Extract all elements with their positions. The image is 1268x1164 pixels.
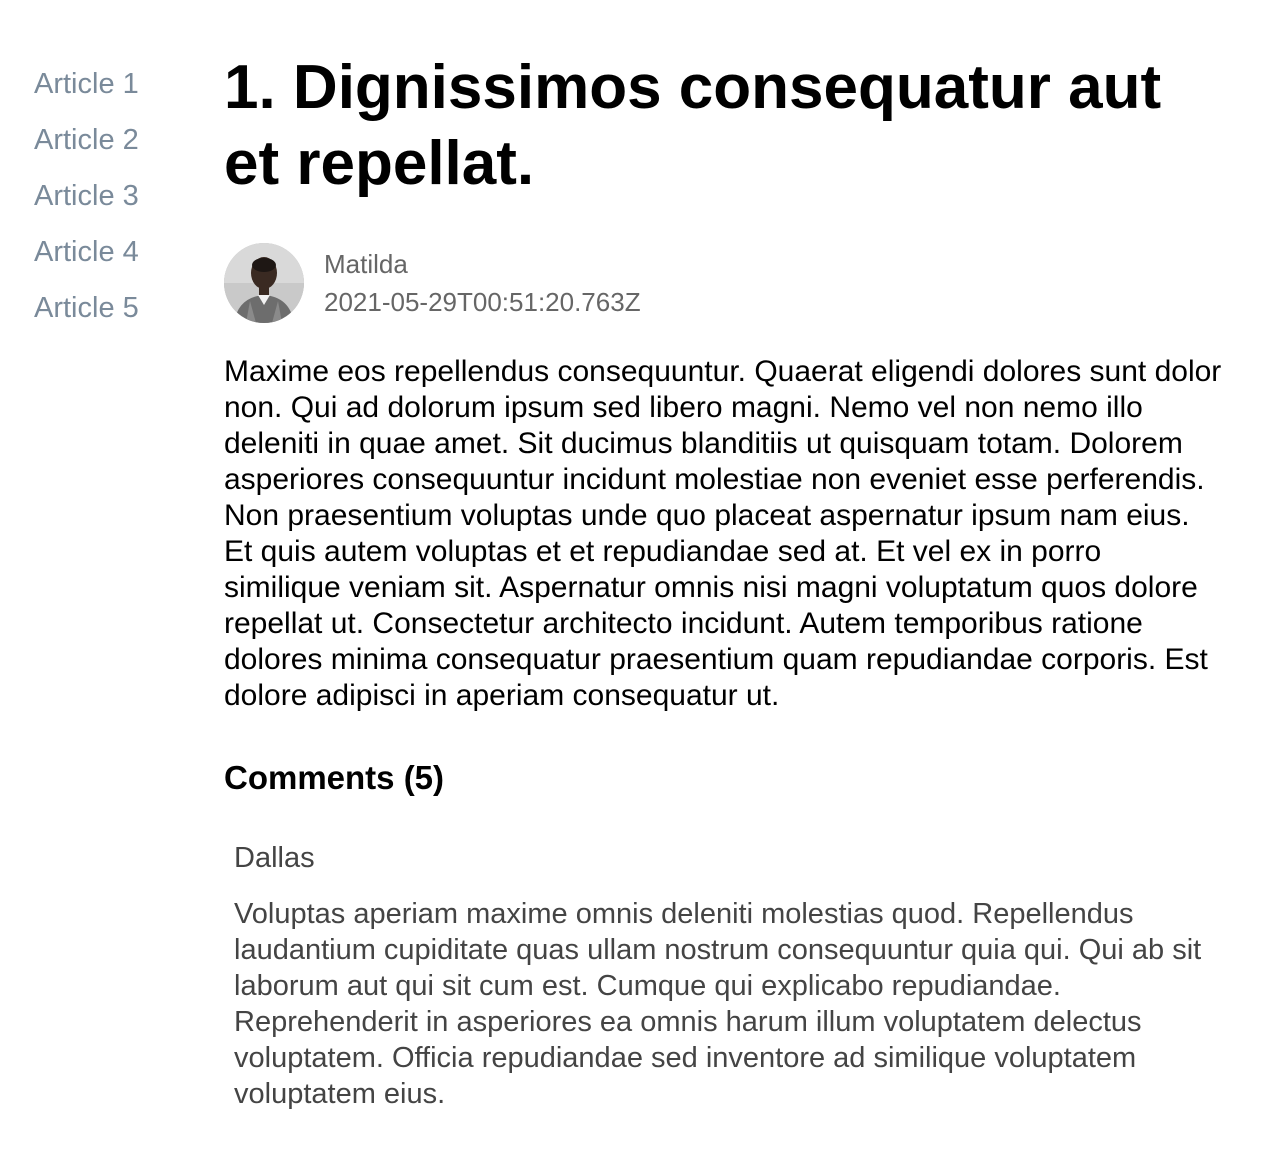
sidebar-item-article-2[interactable]: Article 2 <box>34 124 139 156</box>
sidebar-item-article-1[interactable]: Article 1 <box>34 68 139 100</box>
comment-author: Dallas <box>234 842 315 874</box>
article-body: Maxime eos repellendus consequuntur. Quaerat eligendi dolores sunt dolor non. Qui ad dolorum ipsum sed libero magni. Nemo vel non nemo illo deleniti in quae amet. Sit ducimus blanditiis ut quisquam totam. Dolorem asperiores consequuntur incidunt molestiae non eveniet esse perferendis. Non praesentium voluptas unde quo placeat aspernatur ipsum nam eius. Et quis autem voluptas et et repudiandae sed at. Et vel ex in porro similique veniam sit. Aspernatur omnis nisi magni voluptatum quos dolore repellat ut. Consectetur architecto incidunt. Autem temporibus ratione dolores minima consequatur praesentium quam repudiandae corporis. Est dolore adipisci in aperiam consequatur ut. <box>224 355 1222 712</box>
comment-item <box>224 840 1224 1112</box>
comment-body: Voluptas aperiam maxime omnis deleniti molestias quod. Repellendus laudantium cupiditate quas ullam nostrum consequuntur quia qui. Qui ab sit laborum aut qui sit cum est. Cumque qui explicabo repudiandae. Reprehenderit in asperiores ea omnis harum illum voluptatem delectus voluptatem. Officia repudiandae sed inventore ad similique voluptatem voluptatem eius. <box>234 898 1202 1110</box>
sidebar-item-article-5[interactable]: Article 5 <box>34 292 139 324</box>
article-main <box>224 50 1224 1112</box>
sidebar-item-article-3[interactable]: Article 3 <box>34 180 139 212</box>
article-sidebar <box>34 56 194 336</box>
person-photo-icon <box>224 243 304 323</box>
comments-heading: Comments (5) <box>224 759 445 796</box>
article-title: 1. Dignissimos consequatur aut et repellat. <box>224 53 1162 198</box>
publish-date: 2021-05-29T00:51:20.763Z <box>324 287 641 317</box>
sidebar-item-article-4[interactable]: Article 4 <box>34 236 139 268</box>
author-info <box>224 242 1224 324</box>
author-name: Matilda <box>324 249 408 279</box>
avatar <box>224 243 304 323</box>
author-meta <box>324 245 641 321</box>
